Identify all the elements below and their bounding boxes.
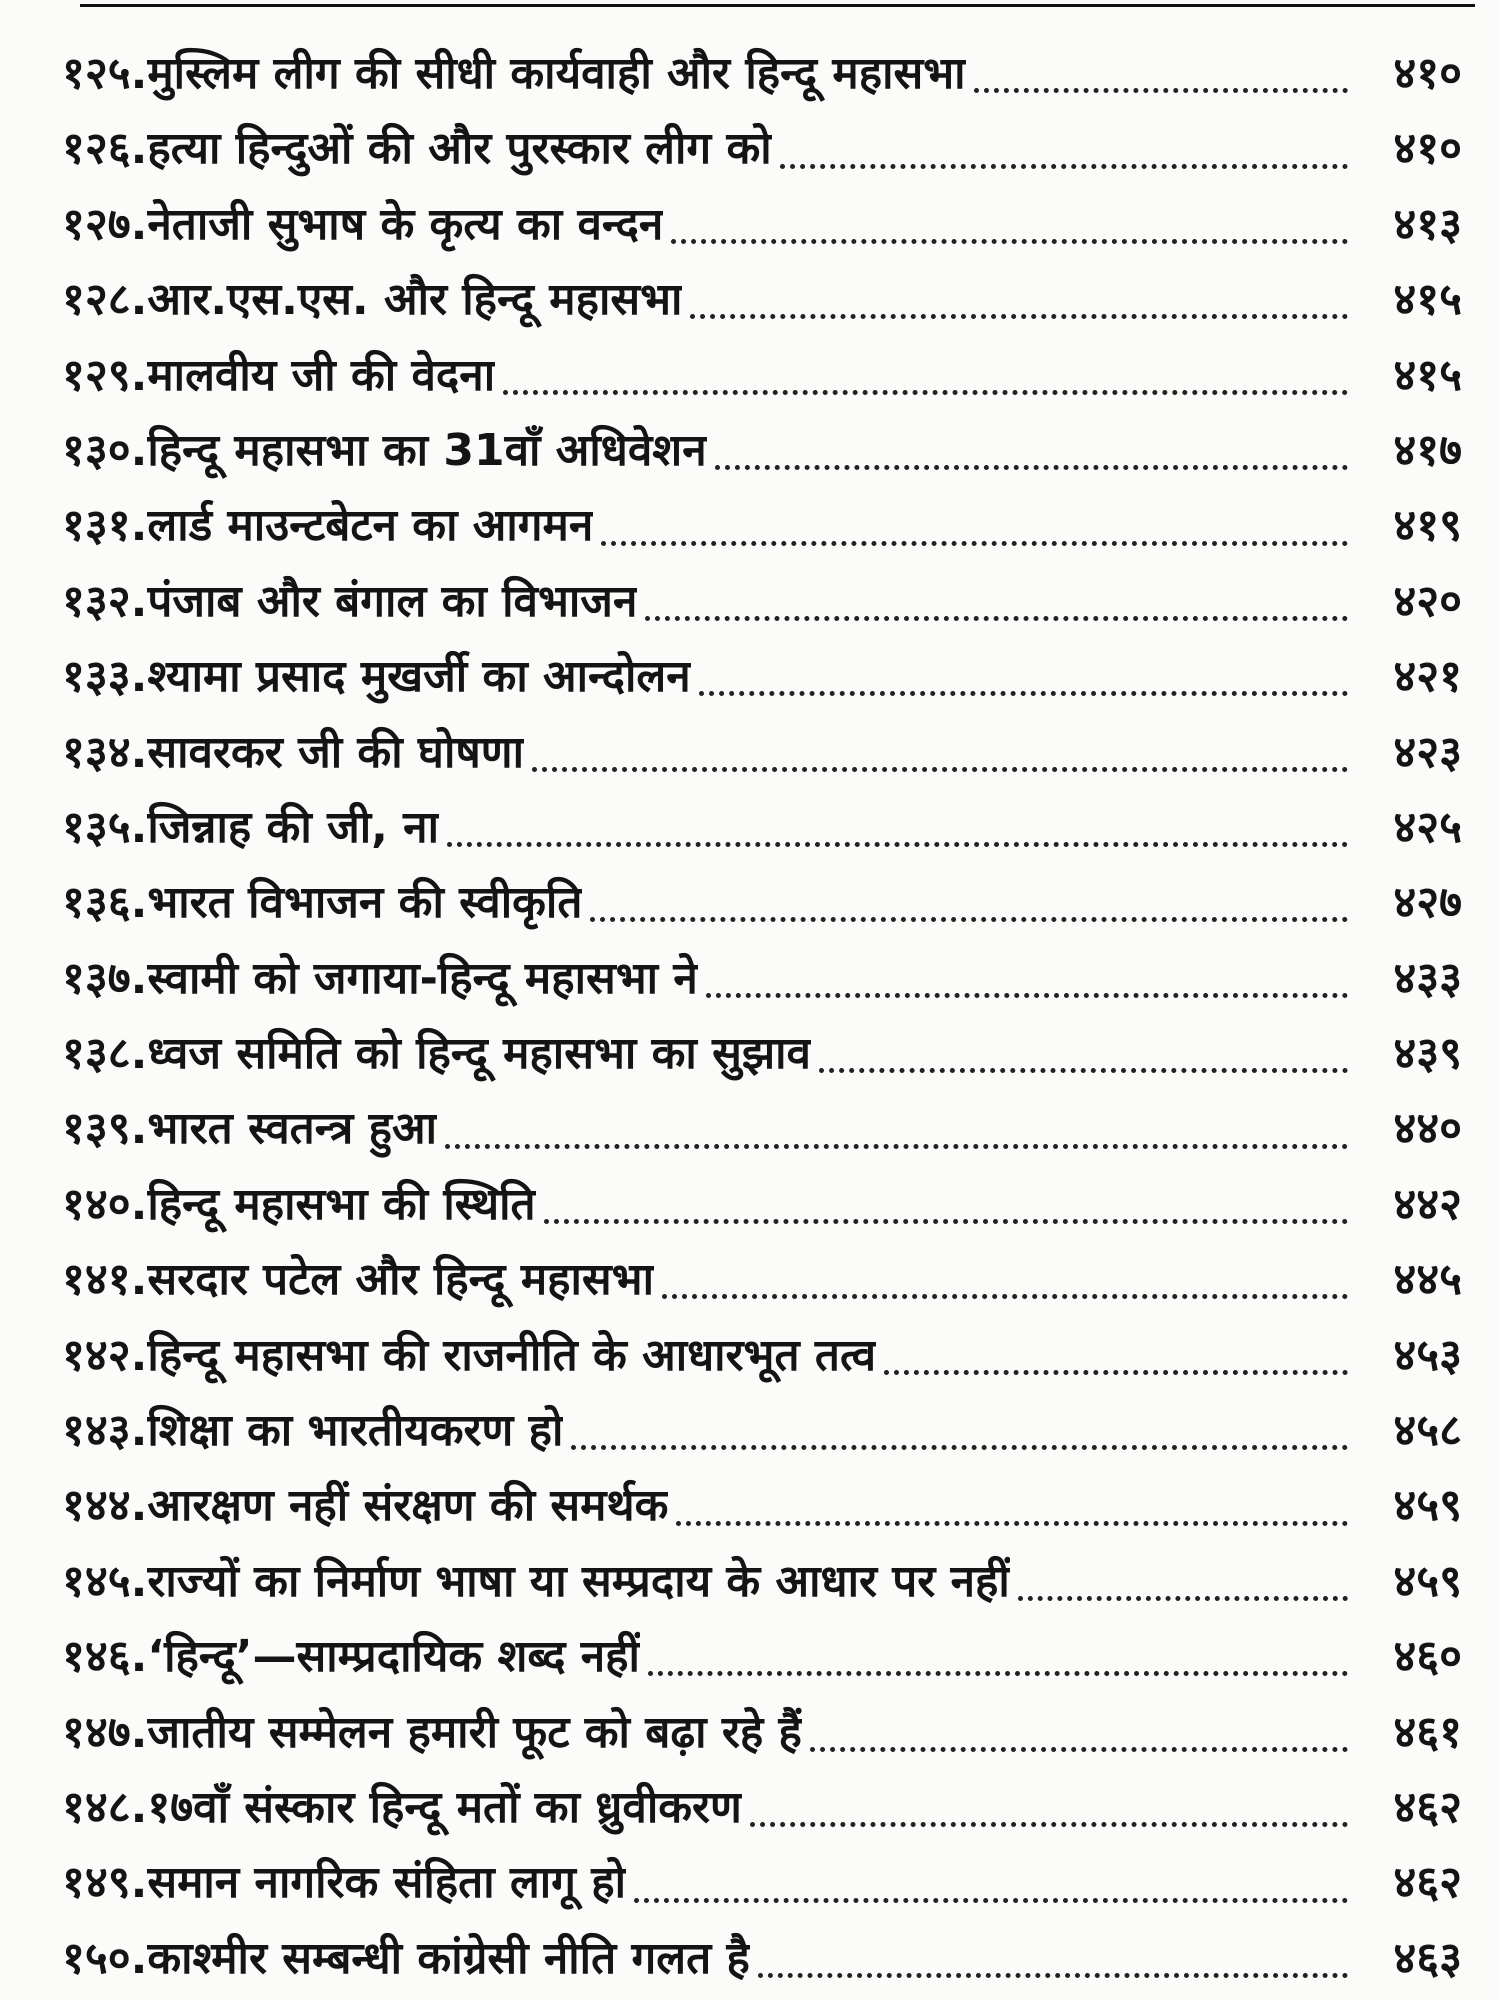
toc-entry bbox=[62, 1619, 1462, 1694]
toc-entry-title: श्यामा प्रसाद मुखर्जी का आन्दोलन bbox=[147, 651, 691, 703]
top-rule bbox=[80, 4, 1475, 7]
dot-leader bbox=[706, 987, 1348, 998]
toc-entry bbox=[62, 1016, 1462, 1091]
dot-leader bbox=[601, 535, 1348, 546]
dot-leader bbox=[634, 1892, 1348, 1903]
dot-leader bbox=[715, 459, 1348, 470]
toc-entry-page-number: ४३३ bbox=[1393, 952, 1462, 1004]
toc-entry-title: हिन्दू महासभा की स्थिति bbox=[147, 1178, 536, 1230]
toc-entry-number: १४३. bbox=[62, 1405, 148, 1457]
dot-leader bbox=[662, 1288, 1348, 1299]
toc-entry-number: १४७. bbox=[62, 1706, 148, 1758]
toc-entry bbox=[62, 111, 1462, 186]
toc-entry-title: समान नागरिक संहिता लागू हो bbox=[147, 1857, 627, 1909]
table-of-contents bbox=[62, 36, 1462, 1996]
toc-entry-page-number: ४४२ bbox=[1393, 1178, 1462, 1230]
toc-entry-page-number: ४६२ bbox=[1393, 1857, 1462, 1909]
toc-entry-page-number: ४१० bbox=[1393, 48, 1462, 99]
toc-entry-title: स्वामी को जगाया-हिन्दू महासभा ने bbox=[147, 952, 698, 1004]
toc-entry-page-number: ४६३ bbox=[1393, 1932, 1462, 1984]
toc-entry-page-number: ४१७ bbox=[1393, 424, 1462, 476]
toc-entry bbox=[62, 1091, 1462, 1166]
toc-entry-number: १४२. bbox=[62, 1329, 148, 1381]
dot-leader bbox=[532, 761, 1348, 772]
toc-entry-title: सरदार पटेल और हिन्दू महासभा bbox=[147, 1254, 654, 1306]
toc-entry-title: भारत स्वतन्त्र हुआ bbox=[147, 1103, 437, 1155]
dot-leader bbox=[758, 1967, 1348, 1978]
toc-entry-number: १३७. bbox=[62, 952, 148, 1004]
toc-entry-title: पंजाब और बंगाल का विभाजन bbox=[147, 575, 638, 627]
toc-entry bbox=[62, 1393, 1462, 1468]
toc-entry-number: १४९. bbox=[62, 1857, 148, 1909]
toc-entry-page-number: ४१० bbox=[1393, 123, 1462, 175]
toc-entry bbox=[62, 865, 1462, 940]
dot-leader bbox=[974, 82, 1348, 93]
toc-entry-page-number: ४६१ bbox=[1393, 1706, 1462, 1758]
toc-entry-page-number: ४२० bbox=[1393, 575, 1462, 627]
toc-entry-page-number: ४४५ bbox=[1393, 1254, 1462, 1306]
toc-entry-number: १३१. bbox=[62, 500, 148, 552]
toc-entry bbox=[62, 1921, 1462, 1996]
dot-leader bbox=[884, 1364, 1348, 1375]
toc-entry-number: १४६. bbox=[62, 1631, 148, 1683]
toc-entry-page-number: ४६२ bbox=[1393, 1781, 1462, 1833]
toc-entry-page-number: ४६० bbox=[1393, 1631, 1462, 1683]
toc-entry-title: ध्वज समिति को हिन्दू महासभा का सुझाव bbox=[147, 1028, 811, 1080]
toc-entry-title: आरक्षण नहीं संरक्षण की समर्थक bbox=[147, 1480, 669, 1532]
dot-leader bbox=[780, 158, 1348, 169]
dot-leader bbox=[676, 1515, 1348, 1526]
toc-entry-page-number: ४५९ bbox=[1393, 1555, 1462, 1607]
toc-entry-title: ‘हिन्दू’—साम्प्रदायिक शब्द नहीं bbox=[147, 1631, 640, 1683]
toc-entry-page-number: ४५३ bbox=[1393, 1329, 1462, 1381]
toc-entry-number: १३०. bbox=[62, 424, 148, 476]
toc-entry bbox=[62, 790, 1462, 865]
toc-entry-title: हत्या हिन्दुओं की और पुरस्कार लीग को bbox=[147, 123, 772, 175]
toc-entry-number: १४८. bbox=[62, 1781, 148, 1833]
toc-entry-page-number: ४३९ bbox=[1393, 1028, 1462, 1080]
dot-leader bbox=[1018, 1590, 1348, 1601]
toc-entry-title: हिन्दू महासभा की राजनीति के आधारभूत तत्व bbox=[147, 1329, 877, 1381]
toc-entry-title: नेताजी सुभाष के कृत्य का वन्दन bbox=[147, 198, 664, 250]
toc-entry-number: १४१. bbox=[62, 1254, 148, 1306]
toc-entry-number: १२९. bbox=[62, 349, 148, 401]
dot-leader bbox=[544, 1213, 1348, 1224]
toc-entry-page-number: ४२७ bbox=[1393, 877, 1462, 929]
toc-entry-page-number: ४५८ bbox=[1393, 1405, 1462, 1457]
dot-leader bbox=[671, 233, 1348, 244]
toc-entry-number: १२५. bbox=[62, 48, 148, 99]
dot-leader bbox=[810, 1741, 1348, 1752]
toc-entry-page-number: ४२३ bbox=[1393, 726, 1462, 778]
toc-entry bbox=[62, 187, 1462, 262]
toc-entry bbox=[62, 941, 1462, 1016]
toc-entry-title: जातीय सम्मेलन हमारी फूट को बढ़ा रहे हैं bbox=[147, 1706, 802, 1758]
toc-entry-number: १३२. bbox=[62, 575, 148, 627]
toc-entry bbox=[62, 1845, 1462, 1920]
dot-leader bbox=[445, 1138, 1348, 1149]
toc-entry-title: शिक्षा का भारतीयकरण हो bbox=[147, 1405, 564, 1457]
toc-entry bbox=[62, 488, 1462, 563]
toc-entry-number: १४०. bbox=[62, 1178, 148, 1230]
dot-leader bbox=[590, 911, 1348, 922]
toc-entry bbox=[62, 564, 1462, 639]
toc-entry-page-number: ४१५ bbox=[1393, 349, 1462, 401]
toc-entry-title: जिन्नाह की जी, ना bbox=[147, 801, 439, 853]
toc-entry-number: १४५. bbox=[62, 1555, 148, 1607]
toc-entry-number: १२७. bbox=[62, 198, 148, 250]
dot-leader bbox=[750, 1816, 1348, 1827]
toc-entry-number: १३८. bbox=[62, 1028, 148, 1080]
toc-entry-page-number: ४१३ bbox=[1393, 198, 1462, 250]
toc-entry-number: १३३. bbox=[62, 651, 148, 703]
toc-entry bbox=[62, 1318, 1462, 1393]
toc-entry-title: आर.एस.एस. और हिन्दू महासभा bbox=[147, 274, 683, 326]
toc-entry bbox=[62, 1695, 1462, 1770]
toc-entry-number: १३६. bbox=[62, 877, 148, 929]
toc-entry-number: १२८. bbox=[62, 274, 148, 326]
toc-entry-number: १३४. bbox=[62, 726, 148, 778]
toc-entry-title: हिन्दू महासभा का 31वाँ अधिवेशन bbox=[147, 424, 707, 476]
dot-leader bbox=[690, 308, 1348, 319]
dot-leader bbox=[699, 685, 1348, 696]
toc-entry bbox=[62, 1468, 1462, 1543]
toc-entry-page-number: ४२५ bbox=[1393, 801, 1462, 853]
toc-entry-number: १३५. bbox=[62, 801, 148, 853]
toc-entry bbox=[62, 1242, 1462, 1317]
dot-leader bbox=[447, 836, 1348, 847]
toc-entry-page-number: ४४० bbox=[1393, 1103, 1462, 1155]
dot-leader bbox=[503, 384, 1348, 395]
toc-entry-title: भारत विभाजन की स्वीकृति bbox=[147, 877, 583, 929]
toc-entry-page-number: ४१९ bbox=[1393, 500, 1462, 552]
toc-entry-title: राज्यों का निर्माण भाषा या सम्प्रदाय के आधार पर नहीं bbox=[147, 1555, 1010, 1607]
toc-entry-title: लार्ड माउन्टबेटन का आगमन bbox=[147, 500, 594, 552]
toc-entry-page-number: ४१५ bbox=[1393, 274, 1462, 326]
toc-entry bbox=[62, 36, 1462, 111]
toc-entry bbox=[62, 1167, 1462, 1242]
toc-entry-page-number: ४२१ bbox=[1393, 651, 1462, 703]
toc-entry bbox=[62, 1770, 1462, 1845]
toc-entry-page-number: ४५९ bbox=[1393, 1480, 1462, 1532]
toc-entry bbox=[62, 715, 1462, 790]
toc-entry-title: सावरकर जी की घोषणा bbox=[147, 726, 524, 778]
toc-entry-title: काश्मीर सम्बन्धी कांग्रेसी नीति गलत है bbox=[147, 1932, 750, 1984]
toc-entry bbox=[62, 1544, 1462, 1619]
dot-leader bbox=[571, 1439, 1348, 1450]
dot-leader bbox=[648, 1665, 1348, 1676]
toc-entry-number: १२६. bbox=[62, 123, 148, 175]
toc-entry-number: १३९. bbox=[62, 1103, 148, 1155]
toc-entry-number: १५०. bbox=[62, 1932, 148, 1984]
toc-entry bbox=[62, 639, 1462, 714]
toc-entry bbox=[62, 338, 1462, 413]
toc-entry-title: मालवीय जी की वेदना bbox=[147, 349, 496, 401]
toc-entry-title: मुस्लिम लीग की सीधी कार्यवाही और हिन्दू महासभा bbox=[147, 48, 966, 99]
toc-entry bbox=[62, 413, 1462, 488]
toc-entry-number: १४४. bbox=[62, 1480, 148, 1532]
toc-entry bbox=[62, 262, 1462, 337]
dot-leader bbox=[819, 1062, 1348, 1073]
dot-leader bbox=[645, 610, 1348, 621]
toc-entry-title: १७वाँ संस्कार हिन्दू मतों का ध्रुवीकरण bbox=[147, 1781, 742, 1833]
